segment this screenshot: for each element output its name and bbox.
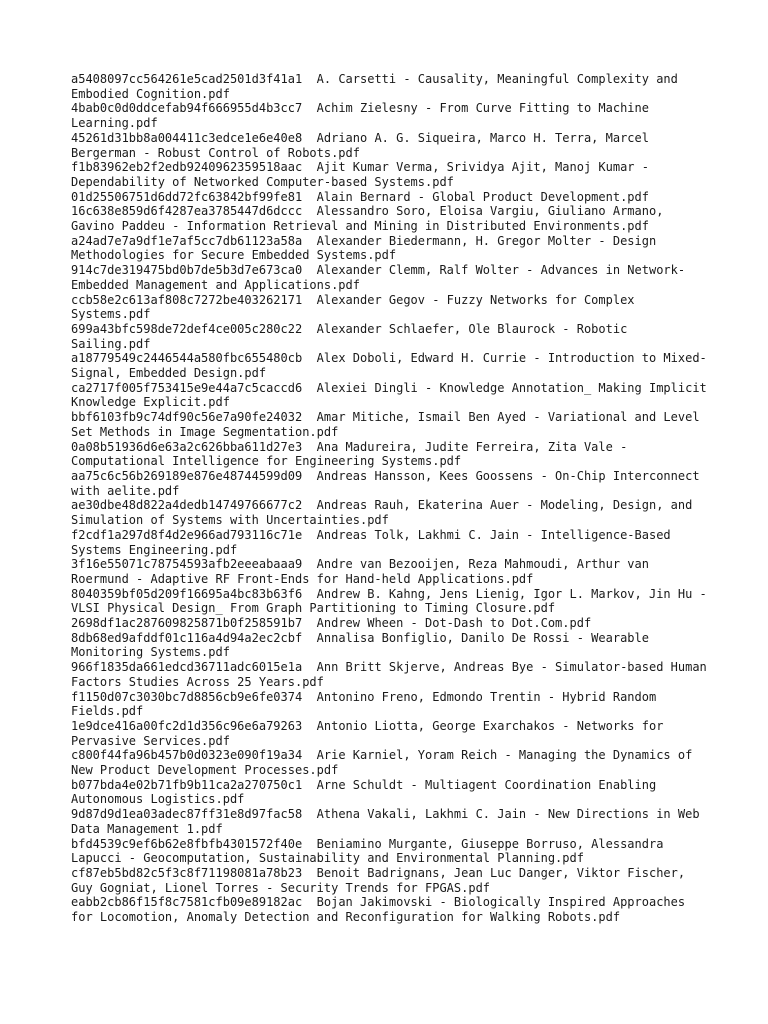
file-hash: f2cdf1a297d8f4d2e966ad793116c71e [71,527,303,542]
file-title: Andre van Bezooijen, Reza Mahmoudi, Arthur van Roermund - Adaptive RF Front-Ends for Hand-held Applications.pdf [71,557,657,586]
file-title: Achim Zielesny - From Curve Fitting to Machine Learning.pdf [71,101,657,131]
file-title: Ajit Kumar Verma, Srividya Ajit, Manoj Kumar - Dependability of Networked Computer-based Systems.pdf [71,160,657,189]
list-item [71,469,711,498]
list-item [71,160,711,189]
file-title: Arne Schuldt - Multiagent Coordination Enabling Autonomous Logistics.pdf [71,777,664,807]
file-title: Annalisa Bonfiglio, Danilo De Rossi - Wearable Monitoring Systems.pdf [71,630,657,660]
file-title: Alexander Schlaefer, Ole Blaurock - Robotic Sailing.pdf [71,321,635,351]
file-hash: a5408097cc564261e5cad2501d3f41a1 [71,72,303,86]
list-item [71,72,711,101]
list-item [71,410,711,439]
file-hash: eabb2cb86f15f8c7581cfb09e89182ac [71,895,303,910]
file-hash: a18779549c2446544a580fbc655480cb [71,351,303,366]
file-title: Andrew B. Kahng, Jens Lienig, Igor L. Markov, Jin Hu - VLSI Physical Design_ From Graph Partitioning to Timing Closure.pdf [71,586,715,616]
file-title: Alexander Biedermann, H. Gregor Molter - Design Methodologies for Secure Embedded Systems.pdf [71,233,664,263]
file-title: Adriano A. G. Siqueira, Marco H. Terra, Marcel Bergerman - Robust Control of Robots.pdf [71,130,657,160]
file-title: Alessandro Soro, Eloisa Vargiu, Giuliano Armano, Gavino Paddeu - Information Retrieval and Mining in Distributed Environments.pdf [71,204,671,234]
file-hash: bfd4539c9ef6b62e8fbfb4301572f40e [71,836,303,851]
list-item [71,263,711,292]
file-hash: f1150d07c3030bc7d8856cb9e6fe0374 [71,689,303,704]
file-hash: a24ad7e7a9df1e7af5cc7db61123a58a [71,233,303,248]
list-item [71,351,711,380]
file-hash: 3f16e55071c78754593afb2eeeabaaa9 [71,557,303,572]
file-title: Bojan Jakimovski - Biologically Inspired Approaches for Locomotion, Anomaly Detection and Reconfiguration for Walking Robots.pdf [71,895,693,925]
list-item [71,380,715,410]
file-hash: 1e9dce416a00fc2d1d356c96e6a79263 [71,718,303,733]
list-item [71,837,711,866]
file-title: Antonino Freno, Edmondo Trentin - Hybrid Random Fields.pdf [71,689,664,719]
file-hash: 8040359bf05d209f16695a4bc83b63f6 [71,586,303,601]
file-hash: b077bda4e02b71fb9b11ca2a270750c1 [71,777,303,792]
file-title: Antonio Liotta, George Exarchakos - Networks for Pervasive Services.pdf [71,718,671,748]
file-hash: 01d25506751d6dd72fc63842bf99fe81 [71,189,303,204]
list-item [71,690,711,719]
file-title: Alain Bernard - Global Product Development.pdf [316,189,649,204]
file-title: Arie Karniel, Yoram Reich - Managing the Dynamics of New Product Development Processes.pdf [71,748,700,778]
file-title: Ana Madureira, Judite Ferreira, Zita Vale - Computational Intelligence for Engineering Systems.pdf [71,439,635,469]
list-item [71,895,711,924]
file-hash: ae30dbe48d822a4dedb14749766677c2 [71,498,303,513]
file-title: Athena Vakali, Lakhmi C. Jain - New Directions in Web Data Management 1.pdf [71,807,707,836]
file-title: Alexander Gegov - Fuzzy Networks for Complex Systems.pdf [71,292,642,322]
file-listing [71,72,715,925]
list-item [71,131,711,160]
list-item [71,719,711,748]
file-hash: 9d87d9d1ea03adec87ff31e8d97fac58 [71,807,303,822]
list-item [71,807,711,836]
file-hash: 2698df1ac287609825871b0f258591b7 [71,616,303,631]
list-item [71,190,711,205]
list-item [71,557,711,586]
file-title: A. Carsetti - Causality, Meaningful Complexity and Embodied Cognition.pdf [71,72,686,101]
file-hash: ccb58e2c613af808c7272be403262171 [71,292,303,307]
file-title: Alex Doboli, Edward H. Currie - Introduction to Mixed-Signal, Embedded Design.pdf [71,351,707,381]
file-title: Andreas Tolk, Lakhmi C. Jain - Intelligence-Based Systems Engineering.pdf [71,527,678,557]
file-hash: aa75c6c56b269189e876e48744599d09 [71,468,303,483]
file-hash: 914c7de319475bd0b7de5b3d7e673ca0 [71,263,303,278]
file-hash: 966f1835da661edcd36711adc6015e1a [71,660,303,675]
file-hash: 45261d31bb8a004411c3edce1e6e40e8 [71,130,303,145]
list-item [71,293,711,322]
file-hash: f1b83962eb2f2edb9240962359518aac [71,160,303,175]
list-item [71,322,711,351]
file-title: Andreas Hansson, Kees Goossens - On-Chip Interconnect with aelite.pdf [71,468,707,498]
file-hash: 16c638e859d6f4287ea3785447d6dccc [71,204,303,219]
file-hash: 4bab0c0d0ddcefab94f666955d4b3cc7 [71,101,303,116]
list-item [71,631,711,660]
file-hash: 699a43bfc598de72def4ce005c280c22 [71,321,303,336]
file-hash: bbf6103fb9c74df90c56e7a90fe24032 [71,410,303,425]
file-hash: c800f44fa96b457b0d0323e090f19a34 [71,748,303,763]
list-item [71,866,711,895]
file-title: Andrew Wheen - Dot-Dash to Dot.Com.pdf [316,616,592,631]
list-item [71,616,711,631]
file-hash: 0a08b51936d6e63a2c626bba611d27e3 [71,439,303,454]
list-item [71,101,711,130]
list-item [71,234,711,263]
list-item [71,778,711,807]
file-title: Alexander Clemm, Ralf Wolter - Advances in Network-Embedded Management and Applications.pdf [71,263,686,292]
list-item [71,748,711,777]
list-item [71,660,715,689]
file-hash: ca2717f005f753415e9e44a7c5caccd6 [71,380,303,395]
list-item [71,586,715,616]
file-hash: cf87eb5bd82c5f3c8f71198081a78b23 [71,865,303,880]
file-title: Alexiei Dingli - Knowledge Annotation_ Making Implicit Knowledge Explicit.pdf [71,380,715,410]
file-title: Beniamino Murgante, Giuseppe Borruso, Alessandra Lapucci - Geocomputation, Sustainability and Environmental Planning.pdf [71,836,671,866]
list-item [71,204,711,233]
file-title: Ann Britt Skjerve, Andreas Bye - Simulator-based Human Factors Studies Across 25 Years.pdf [71,660,715,689]
file-title: Amar Mitiche, Ismail Ben Ayed - Variational and Level Set Methods in Image Segmentation.pdf [71,410,707,439]
list-item [71,440,711,469]
file-hash: 8db68ed9afddf01c116a4d94a2ec2cbf [71,630,303,645]
list-item [71,498,711,527]
list-item [71,528,711,557]
file-title: Benoit Badrignans, Jean Luc Danger, Viktor Fischer, Guy Gogniat, Lionel Torres - Security Trends for FPGAS.pdf [71,865,693,895]
file-title: Andreas Rauh, Ekaterina Auer - Modeling, Design, and Simulation of Systems with Uncertainties.pdf [71,498,700,528]
